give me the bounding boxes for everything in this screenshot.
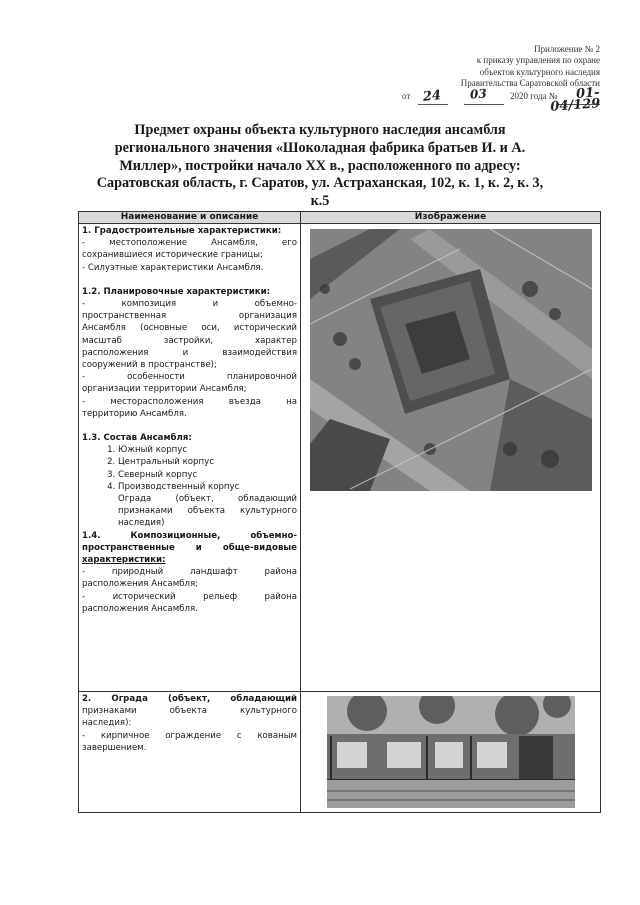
ensemble-parts-list — [82, 444, 297, 493]
fence-photo-image — [327, 696, 575, 808]
section-1-2-title: 1.2. Планировочные характеристики: — [82, 286, 271, 297]
date-day-line — [418, 104, 448, 105]
list-item: 2. Центральный корпус — [118, 456, 297, 468]
header-name-description: Наименование и описание — [79, 212, 301, 224]
text-line: - композиция и объемно- — [82, 299, 297, 310]
table-row — [79, 692, 601, 813]
table-row — [79, 224, 601, 692]
appendix-block — [400, 44, 601, 116]
text-line: Ансамбля (основные оси, исторический — [82, 323, 297, 334]
aerial-photo-image — [310, 229, 592, 491]
text-line: - Силуэтные характеристики Ансамбля. — [82, 262, 264, 273]
text-line: - месторасположения въезда на — [82, 396, 297, 407]
text-line: организации территории Ансамбля; — [82, 384, 247, 395]
text-line: завершением. — [82, 742, 147, 753]
text-line: сохранившиеся исторические границы; — [82, 250, 263, 261]
section-1-4-title: 1.4. Композиционные, объемно- — [82, 530, 297, 541]
text-line: - природный ландшафт района — [82, 567, 297, 578]
text-line: расположения и взаимодействия — [82, 347, 297, 358]
list-item: 4. Производственный корпус — [118, 481, 297, 493]
handwritten-day: 24 — [422, 88, 442, 105]
text-line: расположения Ансамбля. — [82, 603, 198, 614]
list-item: 3. Северный корпус — [118, 469, 297, 481]
appendix-line-3: объектов культурного наследия — [479, 66, 600, 77]
text-line: характеристики: — [82, 555, 166, 566]
text-line: Ограда (объект, обладающий — [118, 494, 297, 505]
section-1-3-title: 1.3. Состав Ансамбля: — [82, 433, 192, 444]
text-line: расположения Ансамбля; — [82, 579, 199, 590]
handwritten-doc-number: 01-04/129 — [549, 85, 601, 116]
text-line: - местоположение Ансамбля, его — [82, 238, 297, 249]
text-line: пространственная организация — [82, 311, 297, 322]
row2-description — [79, 692, 300, 756]
table-header-row — [79, 212, 601, 224]
appendix-line-2: к приказу управления по охране — [476, 55, 600, 66]
text-line: масштаб застройки, характер — [82, 335, 297, 346]
list-item: 1. Южный корпус — [118, 444, 297, 456]
section-2-title: 2. Ограда (объект, обладающий — [82, 694, 297, 704]
handwritten-month: 03 — [469, 86, 488, 102]
text-line: наследия): — [82, 718, 132, 729]
section-1-title: 1. Градостроительные характеристики: — [82, 226, 282, 236]
document-title: Предмет охраны объекта культурного наследия ансамбля регионального значения «Шоколадная фабрика братьев И. и А. Миллер», постройки начало XX в., расположенного по адресу: Саратовская область, г. Саратов, ул. Астраханская, 102, к. 1, к. 2, к. 3, к.5 — [96, 122, 544, 210]
text-line: - исторический рельеф района — [82, 591, 297, 602]
header-image: Изображение — [301, 212, 601, 224]
text-line: наследия) — [118, 518, 165, 529]
appendix-date-prefix: от — [402, 90, 411, 101]
appendix-line-1: Приложение № 2 — [534, 44, 600, 54]
protection-subject-table — [78, 211, 601, 813]
appendix-year-label: 2020 года № — [510, 90, 558, 101]
text-line: сооружений в пространстве); — [82, 360, 217, 371]
date-month-line — [464, 104, 504, 105]
text-line: признаками объекта культурного — [118, 506, 297, 517]
appendix-line-4: Правительства Саратовской области — [460, 78, 600, 89]
text-line: территорию Ансамбля. — [82, 408, 187, 419]
text-line: пространственные и обще-видовые — [82, 542, 297, 553]
text-line: - кирпичное ограждение с кованым — [82, 730, 297, 741]
row1-description — [79, 224, 300, 617]
text-line: признаками объекта культурного — [82, 706, 297, 717]
text-line: - особенности планировочной — [82, 372, 297, 383]
